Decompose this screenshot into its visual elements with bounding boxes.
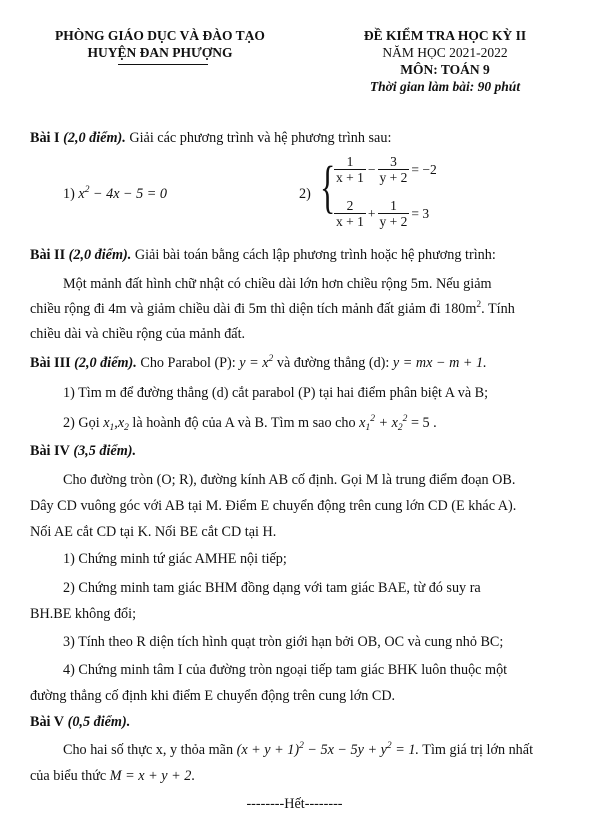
bai5-points: (0,5 điểm). (67, 714, 131, 730)
bai5-para-1: Cho hai số thực x, y thỏa mãn $(x + y + 1)^2 - 5x - 5y + y^2 = 1$. Tìm giá trị lớn nhất (63, 741, 534, 758)
bai4-para-3: Nối AE cắt CD tại K. Nối BE cắt CD tại H. (30, 524, 277, 540)
bai4-q2a: 2) Chứng minh tam giác BHM đồng dạng với tam giác BAE, từ đó suy ra (63, 580, 481, 596)
bai1-heading (30, 128, 391, 148)
bai4-q4b: đường thẳng cố định khi điểm E chuyển động trên cung lớn CD. (30, 688, 396, 704)
system-brace: { (320, 154, 336, 219)
system-row-1 (334, 154, 437, 185)
exam-title: ĐỀ KIỂM TRA HỌC KỲ II (363, 28, 527, 43)
bai4-para-2: Dây CD vuông góc với AB tại M. Điểm E chuyển động trên cung lớn CD (E khác A). (30, 498, 517, 514)
bai2-prompt: Giải bài toán bằng cách lập phương trình hoặc hệ phương trình: (134, 247, 496, 263)
bai4-label: Bài IV (30, 443, 70, 459)
frac-3: $\frac{2}{x + 1}$ (336, 198, 364, 229)
eq2-number: 2) (299, 186, 311, 202)
time-limit: Thời gian làm bài: 90 phút (369, 79, 521, 94)
bai1-label: Bài I (30, 130, 60, 146)
bai1-prompt: Giải các phương trình và hệ phương trình sau: (129, 130, 392, 146)
subject: MÔN: TOÁN 9 (400, 62, 490, 77)
bai5-para-2: của biểu thức M = x + y + 2. (30, 768, 195, 784)
eq1-var: x (78, 186, 85, 202)
eq1-rest: − 4x − 5 = 0 (89, 186, 168, 202)
bai4-q4a: 4) Chứng minh tâm I của đường tròn ngoại tiếp tam giác BHK luôn thuộc một (63, 662, 508, 678)
district-name: HUYỆN ĐAN PHƯỢNG (87, 45, 233, 60)
bai2-label: Bài II (30, 247, 66, 263)
rhs-2: = 3 (411, 205, 430, 221)
bai4-q3: 3) Tính theo R diện tích hình quạt tròn giới hạn bởi OB, OC và cung nhỏ BC; (63, 634, 504, 650)
bai4-para-1: Cho đường tròn (O; R), đường kính AB cố định. Gọi M là trung điểm đoạn OB. (63, 472, 516, 488)
op-1: − (367, 161, 376, 177)
bai2-points: (2,0 điểm). (68, 247, 132, 263)
bai2-heading (30, 245, 496, 265)
bai3-heading: Bài III (2,0 điểm). Cho Parabol (P): $y = x^2$ và đường thẳng (d): y = mx − m + 1. (30, 354, 487, 371)
bai4-heading (30, 441, 136, 461)
header-rule (118, 64, 208, 65)
department-name: PHÒNG GIÁO DỤC VÀ ĐÀO TẠO (55, 28, 265, 43)
end-marker: --------Hết-------- (246, 796, 343, 812)
frac-1: $\frac{1}{x + 1}$ (336, 154, 364, 185)
bai5-label: Bài V (30, 714, 65, 730)
eq1-exp: 2 (84, 185, 90, 195)
bai4-q2b: BH.BE không đổi; (30, 606, 137, 622)
bai5-heading (30, 712, 130, 732)
frac-4: $\frac{1}{y + 2}$ (379, 198, 408, 229)
system-row-2 (334, 198, 429, 229)
bai3-q2: 2) Gọi $x_1,x_2$ là hoành độ của A và B. Tìm m sao cho $x_1^2 + x_2^2 = 5$ . (63, 414, 437, 433)
bai4-q1: 1) Chứng minh tứ giác AMHE nội tiếp; (63, 551, 287, 567)
bai4-points: (3,5 điểm). (73, 443, 137, 459)
bai1-equation-1 (63, 184, 167, 204)
bai2-para-2: chiều rộng đi 4m và giảm chiều dài đi 5m thì diện tích mảnh đất giảm đi $180m^2$. Tính (30, 300, 515, 317)
bai2-para-3: chiều dài và chiều rộng của mảnh đất. (30, 326, 246, 342)
bai1-points: (2,0 điểm). (63, 130, 126, 146)
school-year: NĂM HỌC 2021-2022 (382, 45, 508, 60)
eq1-number: 1) (63, 186, 75, 202)
bai2-para-1: Một mảnh đất hình chữ nhật có chiều dài lớn hơn chiều rộng 5m. Nếu giảm (63, 276, 492, 292)
rhs-1: = −2 (411, 161, 437, 177)
bai3-q1: 1) Tìm m để đường thẳng (d) cắt parabol (P) tại hai điểm phân biệt A và B; (63, 385, 489, 401)
bai3-points: (2,0 điểm). (74, 355, 137, 371)
op-2: + (367, 205, 376, 221)
bai3-label: Bài III (30, 355, 71, 371)
frac-2: $\frac{3}{y + 2}$ (379, 154, 408, 185)
